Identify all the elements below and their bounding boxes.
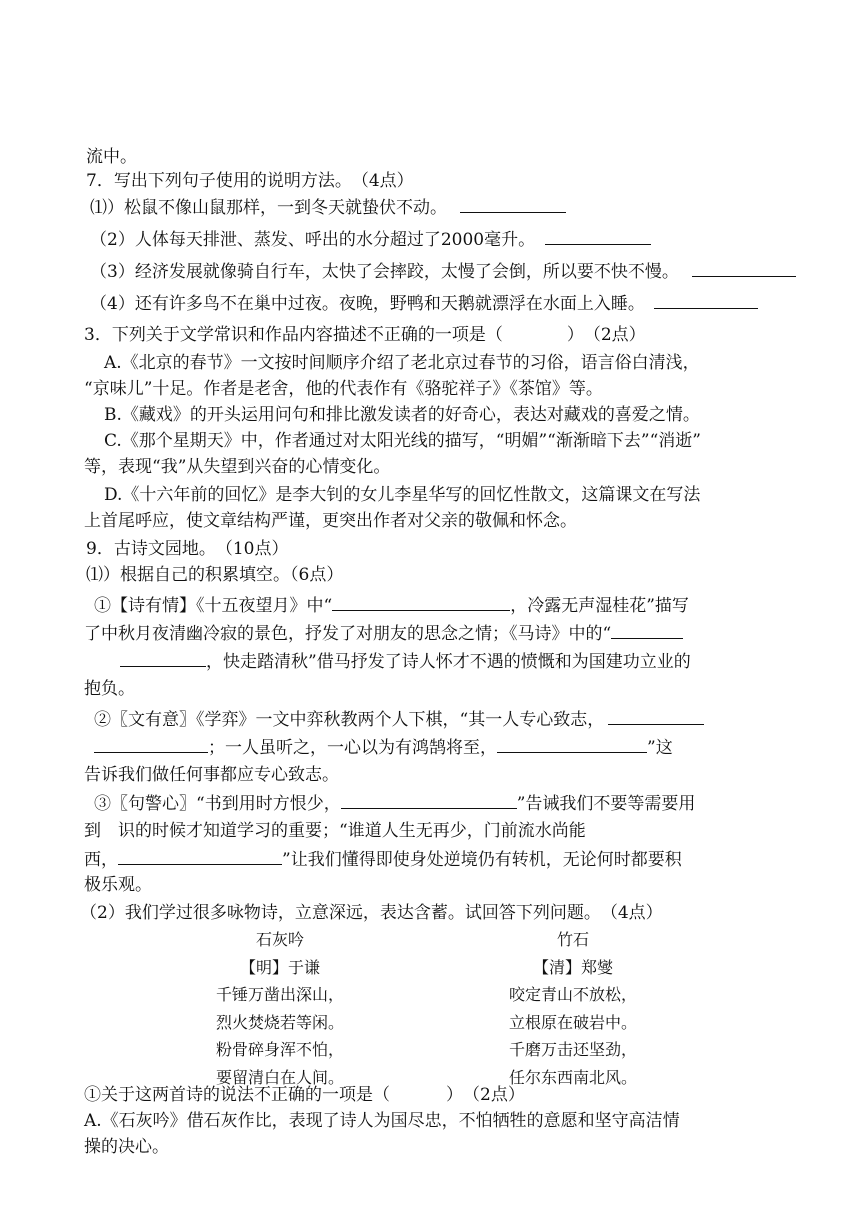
item-text: 西， <box>84 850 118 870</box>
answer-blank[interactable] <box>341 792 517 809</box>
answer-blank[interactable] <box>608 708 704 725</box>
option-d-line-1: D.《十六年前的回忆》是李大钊的女儿李星华写的回忆性散文，这篇课文在写法 <box>104 485 701 505</box>
poem-author: 【明】于谦 <box>239 957 320 977</box>
question-text: ①关于这两首诗的说法不正确的一项是（ <box>84 1085 390 1105</box>
poetry-item-3-line-3 <box>84 848 682 871</box>
poetry-item-1-line-4: 抱负。 <box>84 679 135 699</box>
answer-blank[interactable] <box>497 736 647 753</box>
option-a-line-1: A.《北京的春节》一文按时间顺序介绍了老北京过春节的习俗，语言俗白清浅， <box>104 353 700 373</box>
answer-blank[interactable] <box>654 292 758 309</box>
poem-line: 要留清白在人间。 <box>215 1067 344 1087</box>
question-text: 3．下列关于文学常识和作品内容描述不正确的一项是（ <box>84 325 503 345</box>
poetry-item-2-line-2 <box>94 736 673 759</box>
poem-title: 石灰吟 <box>255 930 304 949</box>
item-text: （3）经济发展就像骑自行车，太快了会摔跤，太慢了会倒，所以要不快不慢。 <box>90 262 679 282</box>
question-7-item-1 <box>90 196 566 219</box>
answer-blank[interactable] <box>692 260 796 277</box>
question-8-title <box>84 324 646 346</box>
poem-shihuiyin <box>200 926 360 1091</box>
sub-option-a-line-1: A.《石灰吟》借石灰作比，表现了诗人为国尽忠，不怕牺牲的意愿和坚守高洁情 <box>84 1111 680 1131</box>
item-text: ”告诫我们不要等需要用 <box>516 794 696 814</box>
item-text: ②〖文有意〗《学弈》一文中弈秋教两个人下棋，“其一人专心致志， <box>94 710 605 730</box>
question-points: ） （2点） <box>446 1085 525 1105</box>
item-text: ①【诗有情】《十五夜望月》中“ <box>94 596 333 616</box>
poem-line: 咬定青山不放松， <box>508 985 637 1004</box>
poetry-item-3-line-1 <box>94 792 695 815</box>
item-text: 了中秋月夜清幽冷寂的景色，抒发了对朋友的思念之情；《马诗》中的“ <box>84 624 612 644</box>
question-9-part-1: ⑴）根据自己的积累填空。（6点） <box>86 565 344 585</box>
answer-blank[interactable] <box>94 736 208 753</box>
option-a-line-2: “京味儿”十足。作者是老舍，他的代表作有《骆驼祥子》《茶馆》等。 <box>84 379 603 399</box>
question-7-item-2 <box>90 228 651 251</box>
poetry-item-1-line-1 <box>94 594 689 617</box>
poetry-item-3-line-4: 极乐观。 <box>84 875 152 895</box>
question-9-part-2: （2）我们学过很多咏物诗，立意深远，表达含蓄。试回答下列问题。 （4点） <box>80 903 663 923</box>
poetry-item-2-line-1 <box>94 708 704 731</box>
sub-option-a-line-2: 操的决心。 <box>84 1137 169 1157</box>
poetry-item-3-line-2: 到 识的时候才知道学习的重要；“谁道人生无再少，门前流水尚能 <box>84 821 586 841</box>
poetry-item-2-line-3: 告诉我们做任何事都应专心致志。 <box>84 765 339 785</box>
poem-zhushi <box>488 926 658 1091</box>
poem-line: 立根原在破岩中。 <box>508 1012 637 1032</box>
poem-title: 竹石 <box>556 930 589 949</box>
question-7-item-4 <box>90 292 758 315</box>
item-text: ③〖句警心〗“书到用时方恨少， <box>94 794 341 814</box>
poem-line: 千锤万凿出深山， <box>215 985 344 1004</box>
question-7-item-3 <box>90 260 796 283</box>
poetry-item-1-line-2 <box>84 622 683 645</box>
sub-question-1 <box>84 1084 525 1106</box>
option-c-line-2: 等，表现“我”从失望到兴奋的心情变化。 <box>84 457 391 477</box>
item-text: ，冷露无声湿桂花”描写 <box>510 596 689 616</box>
answer-blank[interactable] <box>460 196 566 213</box>
item-text: （4）还有许多鸟不在巢中过夜。夜晚，野鸭和天鹅就漂浮在水面上入睡。 <box>90 294 645 314</box>
item-text: ”这 <box>647 738 673 758</box>
answer-blank[interactable] <box>332 594 510 611</box>
question-9-title: 9．古诗文园地。 （10点） <box>86 539 289 559</box>
poem-line: 烈火焚烧若等闲。 <box>215 1012 344 1032</box>
poem-line: 任尔东西南北风。 <box>508 1067 637 1087</box>
poem-line: 千磨万击还坚劲， <box>508 1040 637 1059</box>
poem-author: 【清】郑燮 <box>532 957 613 977</box>
question-7-title: 7．写出下列句子使用的说明方法。 （4点） <box>86 171 414 191</box>
item-text: ⑴）松鼠不像山鼠那样，一到冬天就蛰伏不动。 <box>90 198 447 218</box>
answer-blank[interactable] <box>545 228 651 245</box>
option-b: B.《藏戏》的开头运用问句和排比激发读者的好奇心，表达对藏戏的喜爱之情。 <box>104 405 700 425</box>
item-text: ；一人虽听之，一心以为有鸿鹄将至， <box>208 738 497 758</box>
item-text: ，快走踏清秋”借马抒发了诗人怀才不遇的愤慨和为国建功立业的 <box>206 652 691 672</box>
answer-blank[interactable] <box>118 848 282 865</box>
item-text: ”让我们懂得即使身处逆境仍有转机，无论何时都要积 <box>282 850 682 870</box>
poem-line: 粉骨碎身浑不怕， <box>215 1040 344 1059</box>
answer-blank[interactable] <box>611 622 683 639</box>
poetry-item-1-line-3 <box>120 650 691 673</box>
question-points: ） （2点） <box>566 325 646 345</box>
text-line: 流中。 <box>86 147 137 167</box>
option-c-line-1: C.《那个星期天》中，作者通过对太阳光线的描写，“明媚”“渐渐暗下去”“消逝” <box>104 431 701 451</box>
answer-blank[interactable] <box>120 650 206 667</box>
item-text: （2）人体每天排泄、蒸发、呼出的水分超过了2000毫升。 <box>90 230 536 250</box>
option-d-line-2: 上首尾呼应，使文章结构严谨，更突出作者对父亲的敬佩和怀念。 <box>84 511 577 531</box>
